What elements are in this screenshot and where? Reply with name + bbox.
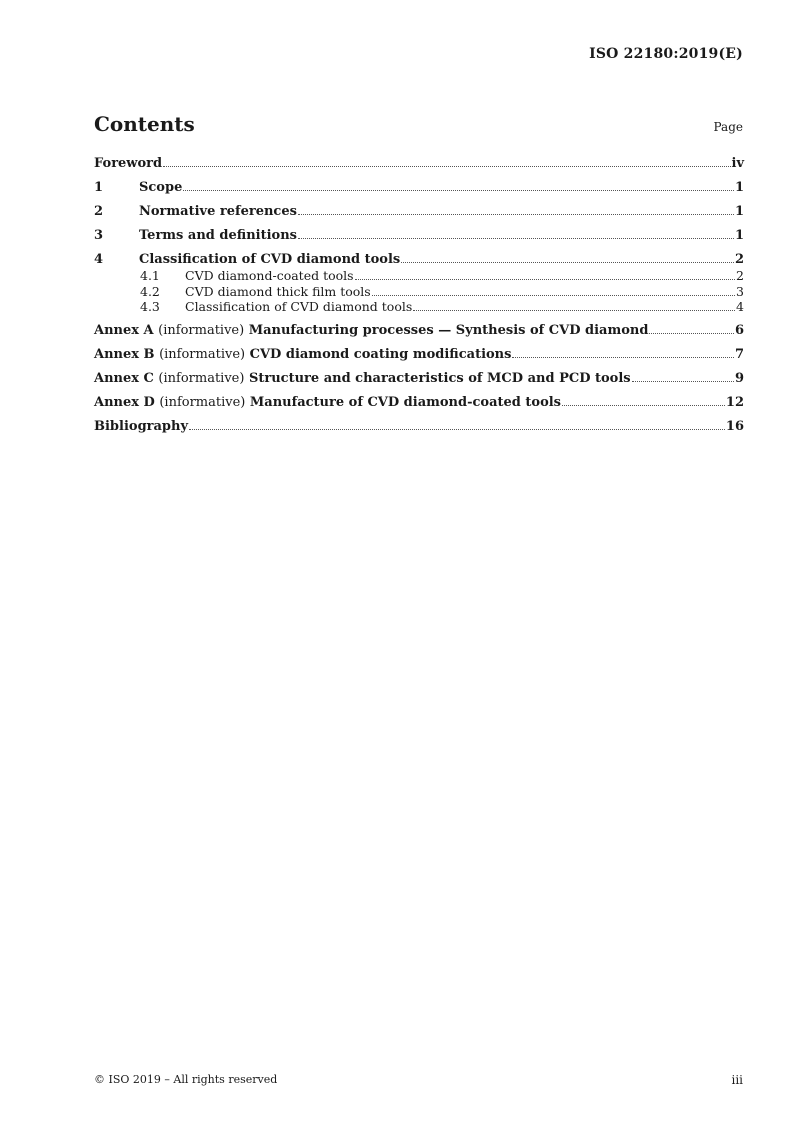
toc-subentry-page: 4	[736, 299, 744, 314]
toc-entry-page: 7	[734, 346, 744, 362]
toc-entry-page: 1	[734, 228, 744, 243]
toc-subentry-title: CVD diamond thick film tools	[185, 283, 371, 299]
page-footer	[94, 1073, 743, 1087]
toc-entry-title: Scope	[139, 180, 183, 195]
toc-entry-title: Bibliography	[94, 418, 189, 434]
toc-entry-title	[94, 347, 511, 363]
toc-entry-classification[interactable]	[94, 252, 744, 268]
annex-label: Annex B	[94, 346, 155, 362]
toc-entry-number: 1	[94, 180, 104, 195]
toc-entry-terms-and-definitions[interactable]	[94, 228, 744, 244]
toc-entry-page: 1	[734, 180, 744, 195]
toc-entry-page: 6	[734, 322, 744, 338]
annex-title: Manufacturing processes — Synthesis of CVD diamond	[248, 322, 649, 338]
contents-title: Contents	[94, 112, 195, 136]
leader-dots	[355, 279, 735, 280]
leader-dots	[163, 166, 730, 167]
annex-type: (informative)	[158, 370, 245, 386]
annex-label: Annex A	[94, 322, 154, 338]
document-id: ISO 22180:2019(E)	[589, 46, 743, 62]
toc-entry-number: 4	[94, 252, 104, 267]
toc-entry-scope[interactable]	[94, 180, 744, 196]
toc-subentry-page: 3	[736, 283, 744, 299]
page-column-label: Page	[713, 120, 743, 134]
toc-entry-title: Foreword	[94, 156, 163, 171]
toc-subentry-title: Classification of CVD diamond tools	[185, 299, 413, 314]
toc-entry-title	[94, 371, 631, 387]
toc-subentry-4-3[interactable]	[94, 299, 744, 315]
toc-entry-page: 1	[734, 204, 744, 219]
toc-entry-title	[94, 323, 648, 339]
toc-entry-title	[94, 395, 561, 411]
toc-entry-annex-a[interactable]	[94, 323, 744, 339]
toc-subentry-4-1[interactable]	[94, 268, 744, 284]
leader-dots	[372, 295, 735, 296]
toc-entry-bibliography[interactable]	[94, 419, 744, 435]
annex-label: Annex C	[94, 370, 154, 386]
leader-dots	[649, 333, 734, 334]
toc-subentry-number: 4.3	[140, 299, 160, 314]
annex-type: (informative)	[159, 394, 246, 410]
leader-dots	[401, 262, 734, 263]
annex-type: (informative)	[159, 346, 246, 362]
table-of-contents	[94, 156, 744, 443]
toc-entry-page: 16	[725, 418, 744, 434]
leader-dots	[413, 310, 735, 311]
toc-entry-annex-c[interactable]	[94, 371, 744, 387]
toc-entry-foreword[interactable]	[94, 156, 744, 172]
toc-subentry-page: 2	[736, 268, 744, 283]
leader-dots	[298, 214, 734, 215]
toc-entry-page: 9	[734, 370, 744, 386]
toc-entry-title: Normative references	[139, 204, 297, 219]
toc-entry-page: iv	[731, 156, 744, 171]
annex-label: Annex D	[94, 394, 155, 410]
copyright-notice: © ISO 2019 – All rights reserved	[94, 1073, 278, 1086]
contents-header	[94, 112, 743, 136]
leader-dots	[562, 405, 725, 406]
toc-entry-annex-d[interactable]	[94, 395, 744, 411]
toc-subentry-number: 4.2	[140, 283, 160, 299]
page-number: iii	[731, 1073, 743, 1087]
toc-entry-number: 2	[94, 204, 104, 219]
toc-entry-page: 2	[734, 252, 744, 267]
annex-title: Manufacture of CVD diamond-coated tools	[249, 394, 561, 410]
toc-entry-annex-b[interactable]	[94, 347, 744, 363]
leader-dots	[189, 429, 725, 430]
leader-dots	[632, 381, 734, 382]
toc-entry-title: Terms and definitions	[139, 228, 297, 243]
toc-entry-number: 3	[94, 228, 104, 243]
toc-subentry-4-2[interactable]	[94, 284, 744, 300]
annex-title: Structure and characteristics of MCD and PCD tools	[248, 370, 631, 386]
annex-type: (informative)	[158, 322, 245, 338]
toc-entry-page: 12	[725, 394, 744, 410]
toc-entry-title: Classification of CVD diamond tools	[139, 252, 401, 267]
annex-title: CVD diamond coating modifications	[249, 346, 512, 362]
toc-subentry-title: CVD diamond-coated tools	[185, 268, 354, 283]
leader-dots	[183, 190, 734, 191]
leader-dots	[298, 238, 734, 239]
toc-subentry-number: 4.1	[140, 268, 160, 283]
toc-entry-normative-references[interactable]	[94, 204, 744, 220]
leader-dots	[512, 357, 734, 358]
